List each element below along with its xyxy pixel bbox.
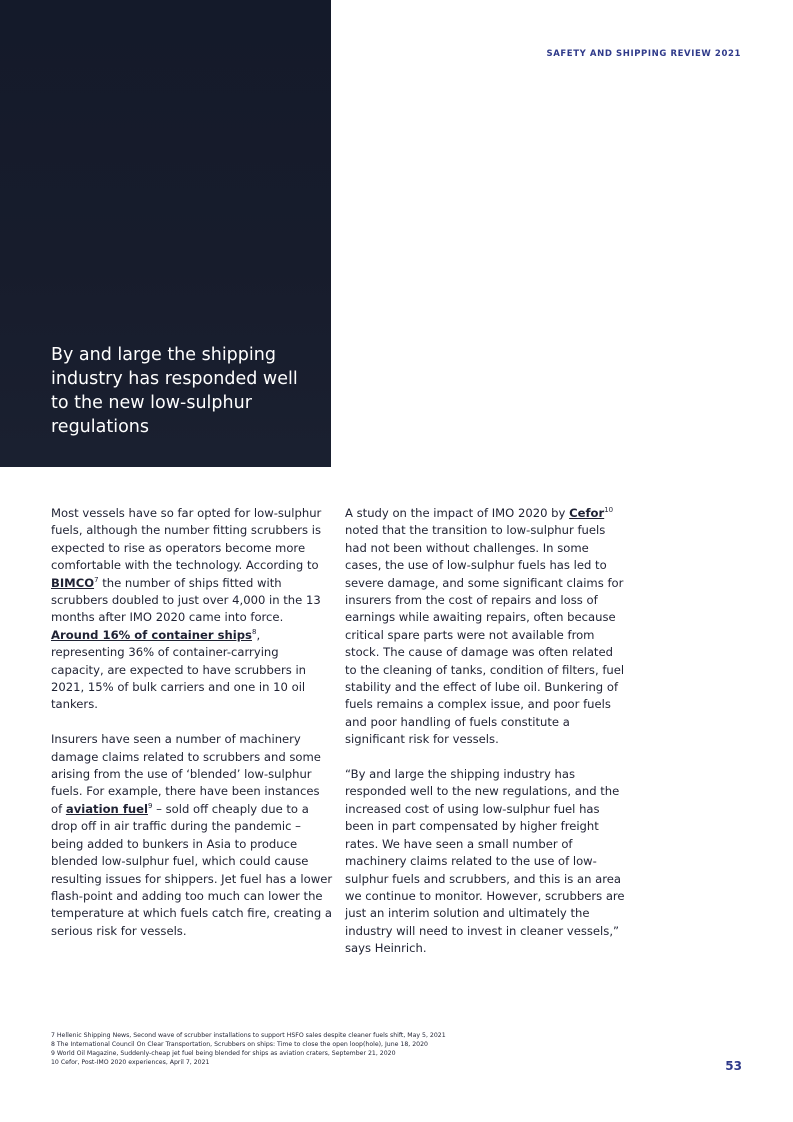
pull-quote: By and large the shipping industry has responded well to the new low-sulphur regulations (51, 345, 298, 437)
left-column (51, 505, 333, 958)
cefor-link[interactable]: Cefor (569, 506, 605, 520)
paragraph: A study on the impact of IMO 2020 by Cefor$^{10}$ noted that the transition to low-sulphur fuels had not been without challenges. In some cases, the use of low-sulphur fuels has led to severe damage, and some significant claims for insurers from the cost of repairs and loss of earnings while awaiting repairs, often because critical spare parts were not available from stock. The cause of damage was often related to the cleaning of tanks, condition of filters, fuel stability and the effect of lube oil. Bunkering of fuels remains a complex issue, and poor fuels and poor handling of fuels constitute a significant risk for vessels. (345, 506, 625, 747)
footnotes (51, 1031, 671, 1067)
footnote-ref: 8 (251, 627, 257, 636)
footnote: 10 Cefor, Post-IMO 2020 experiences, April 7, 2021 (51, 1059, 210, 1066)
quote-paragraph: “By and large the shipping industry has responded well to the new regulations, and the increased cost of using low-sulphur fuel has been in part compensated by higher freight rates. We have seen a small number of machinery claims related to the use of low-sulphur fuels and scrubbers, and this is an area we continue to monitor. However, scrubbers are just an interim solution and ultimately the industry will need to invest in cleaner vessels,” says Heinrich. (345, 767, 625, 956)
footnote: 7 Hellenic Shipping News, Second wave of scrubber installations to support HSFO sales despite cleaner fuels shift, May 5, 2021 (51, 1032, 446, 1039)
container-ships-link[interactable]: Around 16% of container ships (51, 627, 252, 642)
footnote-ref: 9 (147, 802, 153, 811)
paragraph: Most vessels have so far opted for low-sulphur fuels, although the number fitting scrubbers is expected to rise as operators become more comfortable with the technology. According to BIMCO$^7$ the number of ships fitted with scrubbers doubled to just over 4,000 in the 13 months after IMO 2020 came into force. Around 16% of container ships$^8$, representing 36% of container-carrying capacity, are expected to have scrubbers in 2021, 15% of bulk carriers and one in 10 oil tankers. (51, 506, 322, 712)
footnote: 8 The International Council On Clear Transportation, Scrubbers on ships: Time to close the open loop(hole), June 18, 2020 (51, 1041, 428, 1048)
footnote: 9 World Oil Magazine, Suddenly-cheap jet fuel being blended for ships as aviation craters, September 21, 2020 (51, 1050, 396, 1057)
hero-image (0, 0, 331, 467)
paragraph: Insurers have seen a number of machinery damage claims related to scrubbers and some arising from the use of ‘blended’ low-sulphur fuels. For example, there have been instances of aviation fuel$^9$ – sold off cheaply due to a drop off in air traffic during the pandemic – being added to bunkers in Asia to produce blended low-sulphur fuel, which could cause resulting issues for shippers. Jet fuel has a lower flash-point and adding too much can lower the temperature at which fuels catch fire, creating a serious risk for vessels. (51, 732, 333, 938)
footnote-ref: 10 (604, 506, 614, 515)
footnote-ref: 7 (94, 575, 99, 584)
publication-title: SAFETY AND SHIPPING REVIEW 2021 (546, 49, 741, 59)
right-column (345, 505, 627, 975)
bimco-link[interactable]: BIMCO (51, 575, 95, 590)
aviation-fuel-link[interactable]: aviation fuel (65, 801, 148, 816)
page-number: 53 (725, 1059, 742, 1073)
